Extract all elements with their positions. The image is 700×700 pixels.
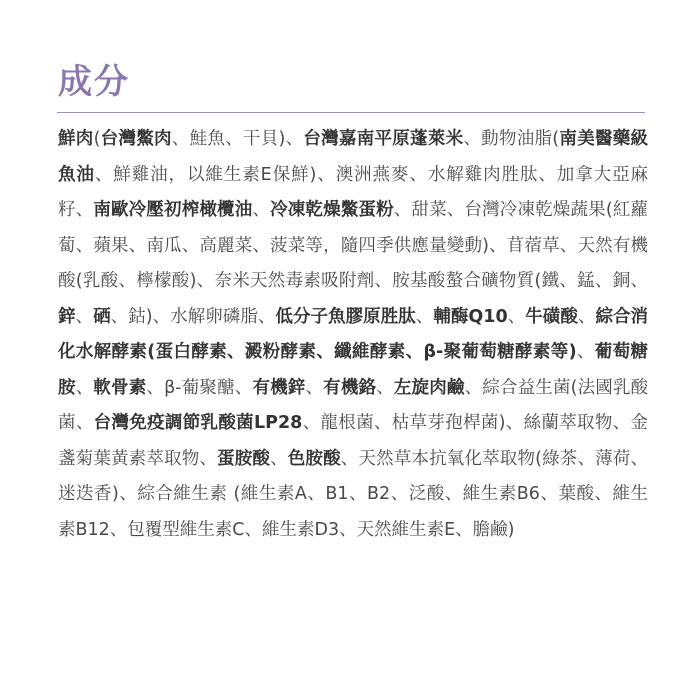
ingredient-highlight: 有機鉻 (323, 377, 377, 398)
ingredient-text: 、 (415, 306, 434, 327)
ingredient-text: 、龍根菌、枯草芽孢桿菌)、絲蘭萃取物、金盞菊葉黃素萃取物、 (58, 413, 648, 469)
ingredient-highlight: 軟骨素 (93, 377, 147, 398)
ingredient-highlight: 南美醫藥級魚油 (58, 129, 649, 185)
ingredient-highlight: 鮮肉 (58, 129, 94, 149)
ingredient-text: 、 (75, 377, 94, 398)
ingredient-highlight: 有機鋅 (252, 377, 306, 398)
ingredient-text: 、 (576, 342, 595, 362)
ingredient-text: 、鮮雞油，以維生素E保鮮)、澳洲燕麥、水解雞肉胜肽、加拿大亞麻籽、 (58, 164, 649, 220)
ingredient-highlight: 冷凍乾燥鱉蛋粉 (270, 200, 394, 220)
ingredient-text: 、天然草本抗氧化萃取物(綠茶、薄荷、迷迭香)、綜合維生素 (維生素A、B1、B2、泛酸、維生素B6、葉酸、維生素B12、包覆型維生素C、維生素D3、天然維生素E、膽鹼) (58, 448, 648, 540)
ingredient-highlight: 色胺酸 (287, 448, 341, 469)
ingredient-highlight: 台灣免疫調節乳酸菌LP28 (93, 413, 303, 433)
ingredient-text: 、鮭魚、干貝)、 (171, 129, 304, 149)
ingredient-highlight: 硒 (93, 306, 111, 327)
ingredient-text: 、 (252, 200, 271, 220)
ingredient-highlight: 低分子魚膠原胜肽 (275, 306, 416, 327)
ingredient-highlight: 左旋肉鹼 (393, 377, 465, 398)
ingredient-highlight: 牛磺酸 (525, 306, 578, 327)
ingredient-text: 、動物油脂( (463, 129, 560, 149)
ingredient-highlight: 台灣嘉南平原蓬萊米 (303, 129, 464, 149)
ingredient-text: 、綜合益生菌(法國乳酸菌、 (58, 377, 649, 433)
ingredient-text: 、β-葡聚醣、 (146, 377, 253, 398)
ingredient-text: ( (93, 129, 101, 149)
section-title: 成分 (58, 62, 130, 102)
ingredient-highlight: 葡萄糖胺 (58, 342, 649, 398)
ingredient-text: 、 (270, 448, 288, 469)
ingredient-text: 、甜菜、台灣冷凍乾燥蔬果(紅蘿蔔、蘋果、南瓜、高麗菜、菠菜等，隨四季供應量變動)、苜蓿草、天然有機酸(乳酸、檸檬酸)、奈米天然毒素吸附劑、胺基酸螯合礦物質(鐵、錳、銅、 (58, 200, 648, 291)
ingredient-text: 、 (376, 377, 394, 398)
ingredient-text: 、 (507, 306, 526, 327)
ingredient-highlight: 南歐冷壓初榨橄欖油 (93, 200, 253, 220)
ingredient-highlight: 台灣鱉肉 (100, 129, 172, 149)
ingredient-text: 、鈷)、水解卵磷脂、 (110, 306, 276, 327)
ingredient-text: 、 (577, 306, 596, 327)
ingredients-paragraph (58, 122, 648, 548)
ingredient-highlight: 鋅 (58, 306, 76, 327)
ingredient-text: 、 (305, 377, 324, 398)
title-divider (57, 112, 645, 113)
ingredient-highlight: 蛋胺酸 (217, 448, 271, 469)
ingredient-highlight: 綜合消化水解酵素(蛋白酵素、澱粉酵素、纖維酵素、β-聚葡萄糖酵素等) (58, 306, 649, 362)
ingredient-text: 、 (75, 306, 94, 327)
ingredient-highlight: 輔酶Q10 (433, 306, 508, 327)
